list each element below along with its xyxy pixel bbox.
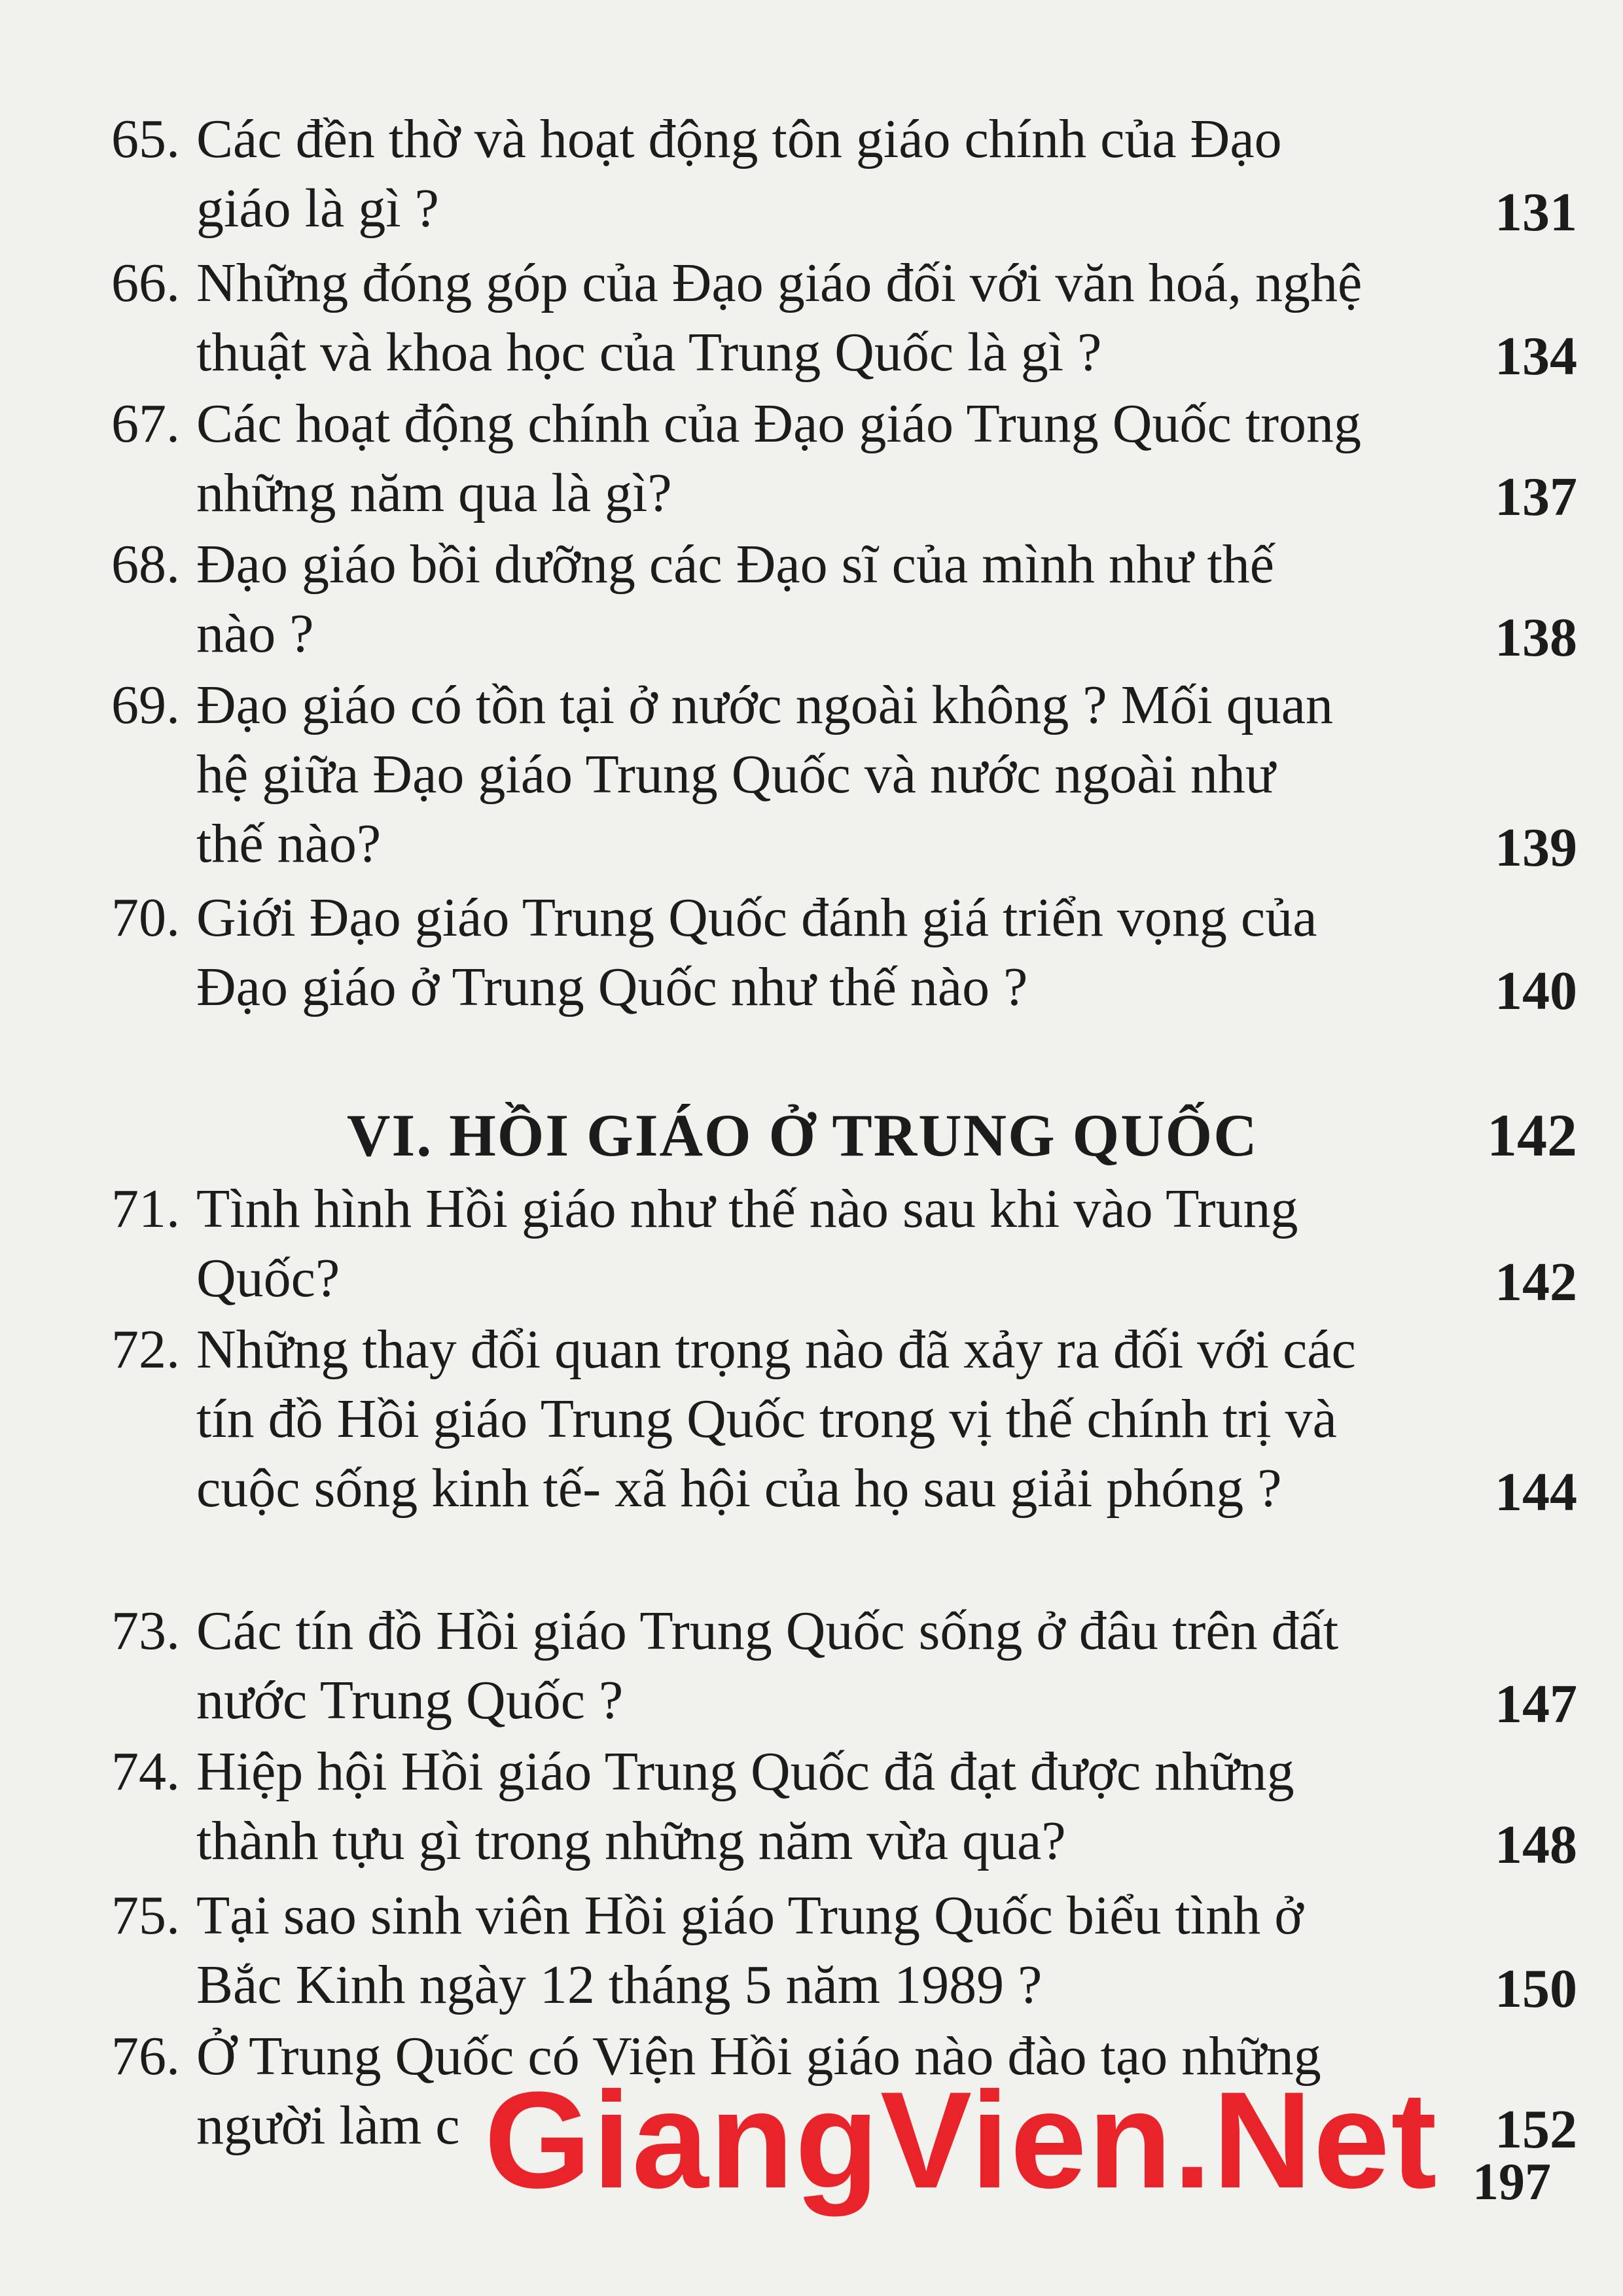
entry-number: 65. bbox=[111, 109, 180, 169]
toc-entry[interactable] bbox=[111, 1881, 1577, 2020]
entry-text-line: những năm qua là gì? bbox=[196, 463, 672, 523]
entry-text-line: Các đền thờ và hoạt động tôn giáo chính của Đạo bbox=[196, 109, 1282, 169]
entry-page-number: 139 bbox=[1495, 817, 1577, 878]
entry-page-number: 138 bbox=[1495, 607, 1577, 668]
entry-page-number: 144 bbox=[1495, 1462, 1577, 1523]
entry-page-number: 131 bbox=[1495, 182, 1577, 243]
entry-number: 75. bbox=[111, 1885, 180, 1946]
entry-number: 71. bbox=[111, 1178, 180, 1239]
entry-number: 72. bbox=[111, 1319, 180, 1380]
entry-page-number: 147 bbox=[1495, 1674, 1577, 1735]
entry-page-number: 134 bbox=[1495, 326, 1577, 387]
entry-page-number: 142 bbox=[1495, 1252, 1577, 1313]
toc-entry[interactable] bbox=[111, 883, 1577, 1022]
entry-page-number: 152 bbox=[1495, 2099, 1577, 2160]
entry-number: 74. bbox=[111, 1741, 180, 1802]
entry-number: 76. bbox=[111, 2026, 180, 2087]
entry-text-line: Các hoạt động chính của Đạo giáo Trung Quốc trong bbox=[196, 393, 1362, 454]
entry-text-line: Tại sao sinh viên Hồi giáo Trung Quốc biểu tình ở bbox=[196, 1885, 1304, 1946]
entry-number: 67. bbox=[111, 393, 180, 454]
entry-text-line: giáo là gì ? bbox=[196, 178, 439, 239]
entry-text-line: thành tựu gì trong những năm vừa qua? bbox=[196, 1810, 1066, 1871]
entry-text-line: người làm c bbox=[196, 2095, 460, 2156]
entry-text-line: Đạo giáo bồi dưỡng các Đạo sĩ của mình như thế bbox=[196, 534, 1275, 595]
entry-text-line: Các tín đồ Hồi giáo Trung Quốc sống ở đâu trên đất bbox=[196, 1600, 1339, 1661]
page-number: 197 bbox=[1472, 2153, 1551, 2211]
toc-entry[interactable] bbox=[111, 1597, 1577, 1735]
entry-text-line: Những đóng góp của Đạo giáo đối với văn hoá, nghệ bbox=[196, 253, 1363, 313]
section-page-number: 142 bbox=[1487, 1102, 1577, 1169]
entry-text-line: tín đồ Hồi giáo Trung Quốc trong vị thế chính trị và bbox=[196, 1388, 1337, 1449]
entry-page-number: 148 bbox=[1495, 1814, 1577, 1875]
section-title: VI. HỒI GIÁO Ở TRUNG QUỐC bbox=[347, 1102, 1258, 1169]
entry-text-line: Tình hình Hồi giáo như thế nào sau khi vào Trung bbox=[196, 1178, 1298, 1239]
entry-text-line: Bắc Kinh ngày 12 tháng 5 năm 1989 ? bbox=[196, 1954, 1043, 2015]
entry-number: 69. bbox=[111, 675, 180, 735]
entry-text-line: thuật và khoa học của Trung Quốc là gì ? bbox=[196, 322, 1102, 383]
toc-entry[interactable] bbox=[111, 1174, 1577, 1313]
toc-entry[interactable] bbox=[111, 389, 1577, 528]
toc-entry[interactable] bbox=[111, 671, 1577, 879]
entry-text-line: Đạo giáo có tồn tại ở nước ngoài không ? Mối quan bbox=[196, 675, 1334, 735]
entry-text-line: nước Trung Quốc ? bbox=[196, 1670, 624, 1731]
entry-number: 70. bbox=[111, 887, 180, 948]
entry-text-line: Quốc? bbox=[196, 1248, 340, 1309]
entry-number: 68. bbox=[111, 534, 180, 595]
entry-text-line: Ở Trung Quốc có Viện Hồi giáo nào đào tạo những bbox=[196, 2026, 1321, 2087]
entry-text-line: hệ giữa Đạo giáo Trung Quốc và nước ngoài như bbox=[196, 744, 1275, 805]
entry-page-number: 140 bbox=[1495, 961, 1577, 1021]
entry-page-number: 150 bbox=[1495, 1958, 1577, 2019]
watermark-logo: GiangVien.Net bbox=[484, 2063, 1438, 2217]
entry-text-line: Hiệp hội Hồi giáo Trung Quốc đã đạt được những bbox=[196, 1741, 1294, 1802]
entry-text-line: nào ? bbox=[196, 603, 314, 664]
toc-entry[interactable] bbox=[111, 1737, 1577, 1876]
entry-number: 73. bbox=[111, 1600, 180, 1661]
entry-text-line: Giới Đạo giáo Trung Quốc đánh giá triển vọng của bbox=[196, 887, 1317, 948]
entry-text-line: Những thay đổi quan trọng nào đã xảy ra đối với các bbox=[196, 1319, 1356, 1380]
entry-text-line: Đạo giáo ở Trung Quốc như thế nào ? bbox=[196, 957, 1028, 1017]
entry-text-line: cuộc sống kinh tế- xã hội của họ sau giải phóng ? bbox=[196, 1458, 1282, 1519]
toc-entry[interactable] bbox=[111, 1315, 1577, 1523]
entry-page-number: 137 bbox=[1495, 467, 1577, 527]
entry-number: 66. bbox=[111, 253, 180, 313]
toc-entry[interactable] bbox=[111, 530, 1577, 669]
toc-entry[interactable] bbox=[111, 249, 1577, 387]
entry-text-line: thế nào? bbox=[196, 813, 382, 874]
toc-entry[interactable] bbox=[111, 105, 1577, 243]
